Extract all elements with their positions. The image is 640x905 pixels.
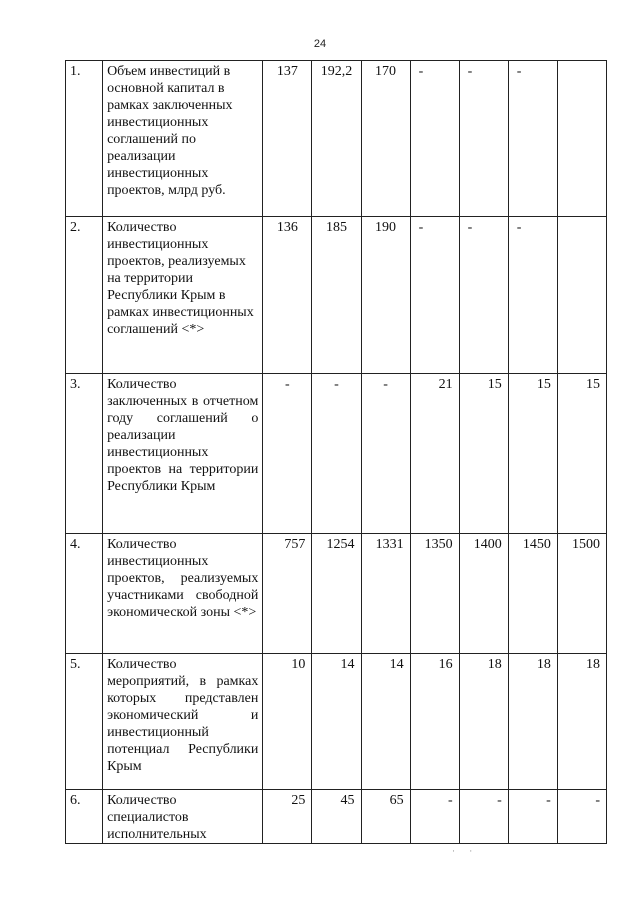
value-cell: 15 <box>508 374 557 534</box>
value-cell: - <box>410 217 459 374</box>
indicator-name: Количество специалистов исполнительных <box>103 790 263 844</box>
row-number: 2. <box>66 217 103 374</box>
value-cell: 25 <box>263 790 312 844</box>
row-number: 3. <box>66 374 103 534</box>
value-cell <box>557 61 606 217</box>
value-cell: 15 <box>557 374 606 534</box>
table-row <box>66 61 607 217</box>
value-cell: 16 <box>410 654 459 790</box>
page-number: 24 <box>313 38 327 50</box>
table-row <box>66 790 607 844</box>
value-cell: 136 <box>263 217 312 374</box>
value-cell: - <box>361 374 410 534</box>
table-row <box>66 217 607 374</box>
value-cell: 1500 <box>557 534 606 654</box>
value-cell: 1400 <box>459 534 508 654</box>
value-cell: - <box>263 374 312 534</box>
value-cell: 15 <box>459 374 508 534</box>
value-cell: 1450 <box>508 534 557 654</box>
value-cell: 14 <box>361 654 410 790</box>
value-cell: 65 <box>361 790 410 844</box>
table-row <box>66 654 607 790</box>
value-cell: 190 <box>361 217 410 374</box>
value-cell: - <box>312 374 361 534</box>
value-cell: - <box>508 790 557 844</box>
row-number: 5. <box>66 654 103 790</box>
value-cell: 18 <box>459 654 508 790</box>
table-row <box>66 374 607 534</box>
value-cell: - <box>459 61 508 217</box>
value-cell: - <box>557 790 606 844</box>
value-cell: 185 <box>312 217 361 374</box>
value-cell: 10 <box>263 654 312 790</box>
indicators-table <box>65 60 607 844</box>
row-number: 4. <box>66 534 103 654</box>
value-cell: 1331 <box>361 534 410 654</box>
value-cell: 757 <box>263 534 312 654</box>
value-cell: 18 <box>557 654 606 790</box>
value-cell: - <box>410 61 459 217</box>
value-cell <box>557 217 606 374</box>
row-number: 1. <box>66 61 103 217</box>
value-cell: - <box>508 217 557 374</box>
value-cell: - <box>410 790 459 844</box>
value-cell: 18 <box>508 654 557 790</box>
value-cell: - <box>459 790 508 844</box>
indicator-name: Количество заключенных в отчетном году соглашений о реализации инвестиционных проектов на территории Республики Крым <box>103 374 263 534</box>
value-cell: 21 <box>410 374 459 534</box>
indicator-name: Количество мероприятий, в рамках которых представлен экономический и инвестиционный потенциал Республики Крым <box>103 654 263 790</box>
value-cell: 14 <box>312 654 361 790</box>
value-cell: 137 <box>263 61 312 217</box>
row-number: 6. <box>66 790 103 844</box>
value-cell: 1350 <box>410 534 459 654</box>
scan-artifact: · · <box>452 846 479 856</box>
table-row <box>66 534 607 654</box>
value-cell: 192,2 <box>312 61 361 217</box>
indicator-name: Количество инвестиционных проектов, реализуемых на территории Республики Крым в рамках инвестиционных соглашений <*> <box>103 217 263 374</box>
value-cell: 45 <box>312 790 361 844</box>
value-cell: 170 <box>361 61 410 217</box>
value-cell: - <box>508 61 557 217</box>
value-cell: 1254 <box>312 534 361 654</box>
indicator-name: Объем инвестиций в основной капитал в рамках заключенных инвестиционных соглашений по реализации инвестиционных проектов, млрд руб. <box>103 61 263 217</box>
indicator-name: Количество инвестиционных проектов, реализуемых участниками свободной экономической зоны <*> <box>103 534 263 654</box>
value-cell: - <box>459 217 508 374</box>
